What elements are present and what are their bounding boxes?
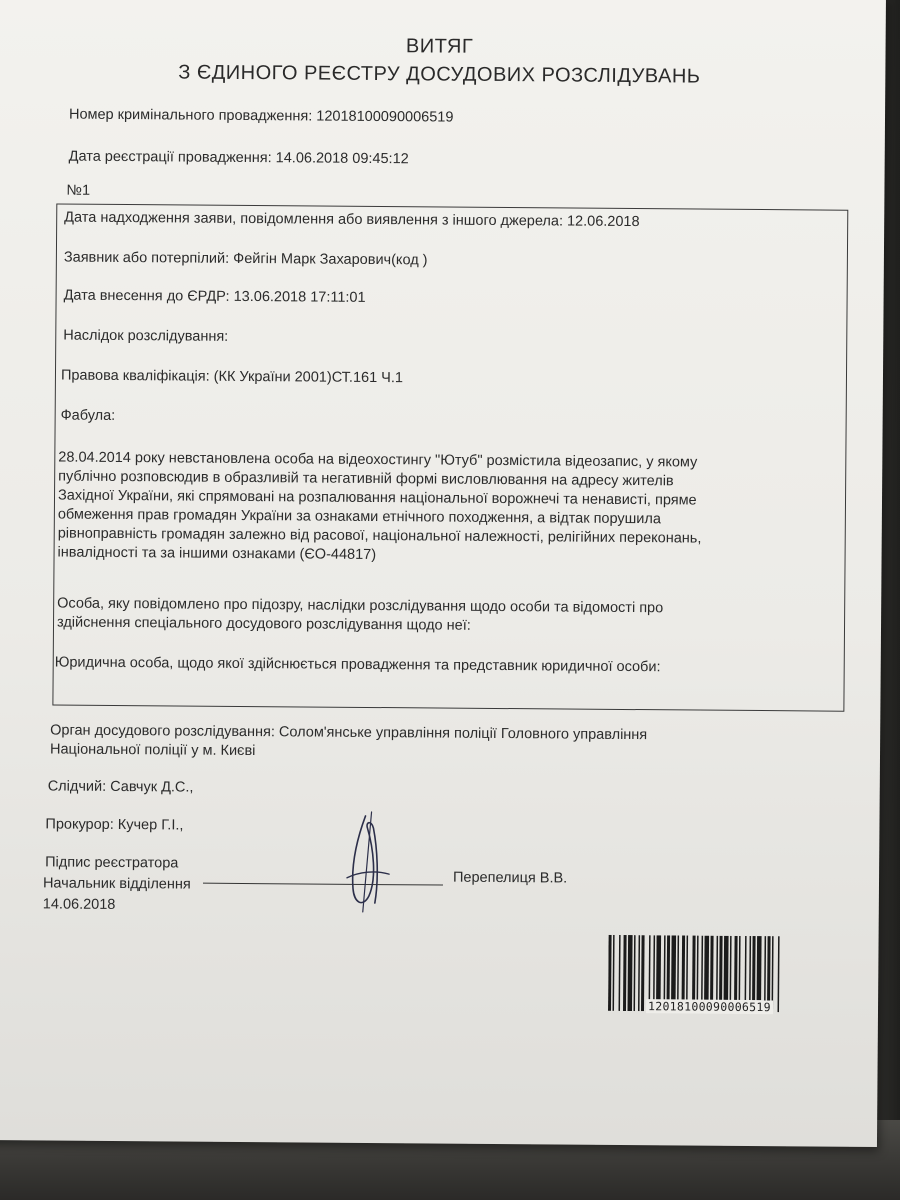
plot-text-line: рівноправність громадян залежно від расової, національної належності, релігійних переконань, <box>57 525 702 547</box>
investigation-authority <box>50 721 647 764</box>
barcode-bar <box>628 935 633 1011</box>
legal-entity: Юридична особа, щодо якої здійснюється провадження та представник юридичної особи: <box>54 654 661 676</box>
erdr-date: Дата внесення до ЄРДР: 13.06.2018 17:11:01 <box>63 287 366 306</box>
plot-label: Фабула: <box>60 407 116 424</box>
case-number: Номер кримінального провадження: 12018100090006519 <box>68 106 454 126</box>
barcode-bar <box>613 935 615 1011</box>
document-title: ВИТЯГ <box>405 35 474 58</box>
barcode-number: 12018100090006519 <box>647 999 771 1015</box>
plot-text <box>58 449 703 568</box>
registrar-name: Перепелиця В.В. <box>452 869 568 887</box>
plot-text-line: інвалідності та за іншими ознаками (ЄО-44817) <box>57 544 377 564</box>
plot-text-line: публічно розповсюдив в образливій та негативній формі висловлювання на адресу жителів <box>58 468 674 490</box>
entry-number: №1 <box>66 182 91 199</box>
barcode-bar <box>619 935 621 1011</box>
authority-line: Орган досудового розслідування: Солом'янське управління поліції Головного управління <box>50 722 648 744</box>
applicant: Заявник або потерпілий: Фейгін Марк Захарович(код ) <box>63 249 428 269</box>
barcode-bar <box>608 935 612 1011</box>
plot-text-line: обмеження прав громадян України за ознаками етнічного походження, а відтак порушила <box>57 506 662 528</box>
plot-text-line: 28.04.2014 року невстановлена особа на відеохостингу "Ютуб" розмістила відеозапис, у якому <box>58 449 698 471</box>
suspect-info <box>57 595 663 638</box>
barcode-bar <box>641 935 645 1011</box>
department-head-label: Начальник відділення <box>42 875 191 893</box>
investigator: Слідчий: Савчук Д.С., <box>47 778 194 796</box>
suspect-info-line: здійснення спеціального досудового розслідування щодо неї: <box>56 614 471 634</box>
barcode-bar <box>777 936 779 1012</box>
plot-text-line: Західної України, які спрямовані на розпалювання національної ворожнечі та ненависті, пряме <box>57 487 697 509</box>
investigation-result: Наслідок розслідування: <box>63 327 229 345</box>
legal-qualification: Правова кваліфікація: (КК України 2001)СТ.161 Ч.1 <box>60 367 404 387</box>
registration-date: Дата реєстрації провадження: 14.06.2018 09:45:12 <box>68 148 409 168</box>
signature-date: 14.06.2018 <box>42 896 116 913</box>
receipt-date: Дата надходження заяви, повідомлення або виявлення з іншого джерела: 12.06.2018 <box>64 209 640 231</box>
authority-line: Національної поліції у м. Києві <box>49 741 256 760</box>
prosecutor: Прокурор: Кучер Г.І., <box>45 816 184 834</box>
barcode-bar <box>634 935 636 1011</box>
barcode-bar <box>638 935 640 1011</box>
registrar-signature-label: Підпис реєстратора <box>45 854 179 872</box>
barcode-bar <box>623 935 627 1011</box>
suspect-info-line: Особа, яку повідомлено про підозру, наслідки розслідування щодо особи та відомості про <box>57 595 664 617</box>
handwritten-signature <box>327 808 408 919</box>
document-subtitle: З ЄДИНОГО РЕЄСТРУ ДОСУДОВИХ РОЗСЛІДУВАНЬ <box>178 61 701 88</box>
